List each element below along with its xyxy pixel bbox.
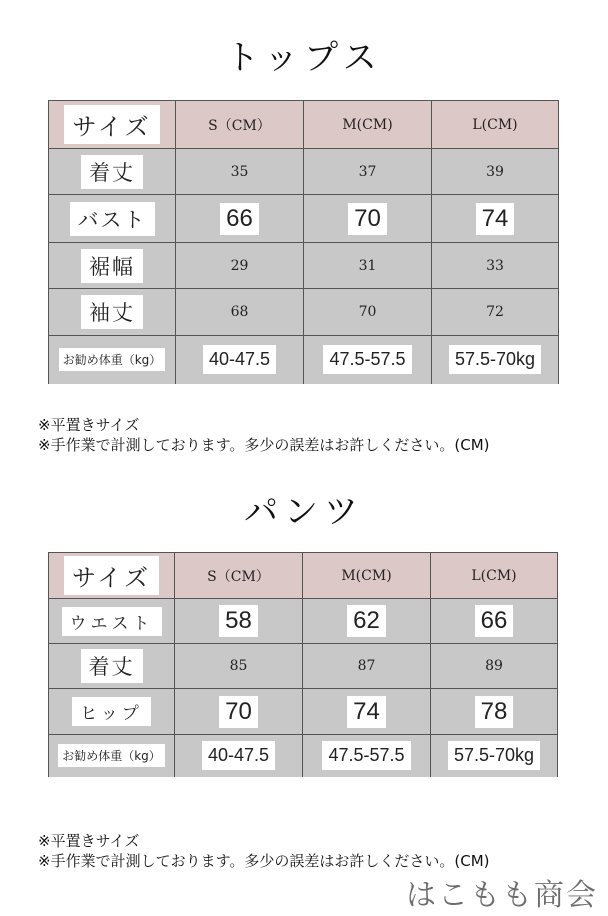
col-l: L(CM) — [432, 101, 559, 149]
cell-value: 39 — [432, 149, 559, 195]
watermark: はこもも商会 — [406, 878, 598, 913]
cell-value: 87 — [303, 644, 431, 689]
table-header-row — [49, 101, 559, 149]
row-label: 着丈 — [81, 155, 143, 189]
table-header-row — [49, 553, 558, 599]
pants-notes — [38, 831, 490, 871]
tops-notes — [38, 415, 490, 455]
table-row — [49, 599, 558, 644]
note-line: ※平置きサイズ — [38, 832, 140, 850]
cell-value: 57.5-70kg — [449, 345, 541, 374]
cell-value: 33 — [432, 243, 559, 289]
row-label: 着丈 — [81, 649, 143, 683]
cell-value: 66 — [220, 203, 259, 235]
cell-value: 72 — [432, 289, 559, 336]
row-label: 袖丈 — [81, 295, 143, 329]
cell-value: 47.5-57.5 — [323, 345, 411, 374]
note-line: ※手作業で計測しております。多少の誤差はお許しください。(CM) — [38, 436, 490, 454]
size-header-label: サイズ — [64, 556, 159, 595]
col-m: M(CM) — [304, 101, 432, 149]
pants-size-table — [48, 552, 558, 777]
note-line: ※手作業で計測しております。多少の誤差はお許しください。(CM) — [38, 852, 490, 870]
col-l: L(CM) — [431, 553, 558, 599]
cell-value: 70 — [219, 696, 258, 728]
row-label: バスト — [70, 202, 155, 236]
note-line: ※平置きサイズ — [38, 416, 140, 434]
col-s: S（CM） — [175, 553, 303, 599]
row-label: ヒップ — [72, 697, 151, 726]
row-label: 裾幅 — [81, 249, 143, 283]
tops-size-table — [48, 100, 559, 384]
table-row — [49, 689, 558, 735]
col-s: S（CM） — [176, 101, 304, 149]
cell-value: 40-47.5 — [203, 345, 276, 374]
table-row — [49, 149, 559, 195]
row-label: ウエスト — [62, 607, 162, 636]
row-label: お勧め体重（kg） — [59, 348, 166, 371]
cell-value: 70 — [348, 203, 387, 235]
cell-value: 40-47.5 — [202, 741, 275, 770]
table-row — [49, 735, 558, 777]
table-row — [49, 644, 558, 689]
cell-value: 85 — [175, 644, 303, 689]
cell-value: 74 — [476, 203, 515, 235]
row-label: お勧め体重（kg） — [58, 744, 165, 767]
cell-value: 70 — [304, 289, 432, 336]
cell-value: 35 — [176, 149, 304, 195]
cell-value: 47.5-57.5 — [322, 741, 410, 770]
table-row — [49, 289, 559, 336]
cell-value: 78 — [475, 696, 514, 728]
cell-value: 37 — [304, 149, 432, 195]
cell-value: 68 — [176, 289, 304, 336]
cell-value: 66 — [475, 605, 514, 637]
cell-value: 62 — [347, 605, 386, 637]
cell-value: 29 — [176, 243, 304, 289]
cell-value: 31 — [304, 243, 432, 289]
cell-value: 89 — [431, 644, 558, 689]
tops-title: トップス — [225, 38, 383, 78]
size-header-label: サイズ — [64, 105, 159, 144]
table-row — [49, 336, 559, 384]
cell-value: 57.5-70kg — [448, 741, 540, 770]
cell-value: 58 — [219, 605, 258, 637]
cell-value: 74 — [347, 696, 386, 728]
table-row — [49, 195, 559, 243]
table-row — [49, 243, 559, 289]
col-m: M(CM) — [303, 553, 431, 599]
pants-title: パンツ — [244, 492, 364, 532]
